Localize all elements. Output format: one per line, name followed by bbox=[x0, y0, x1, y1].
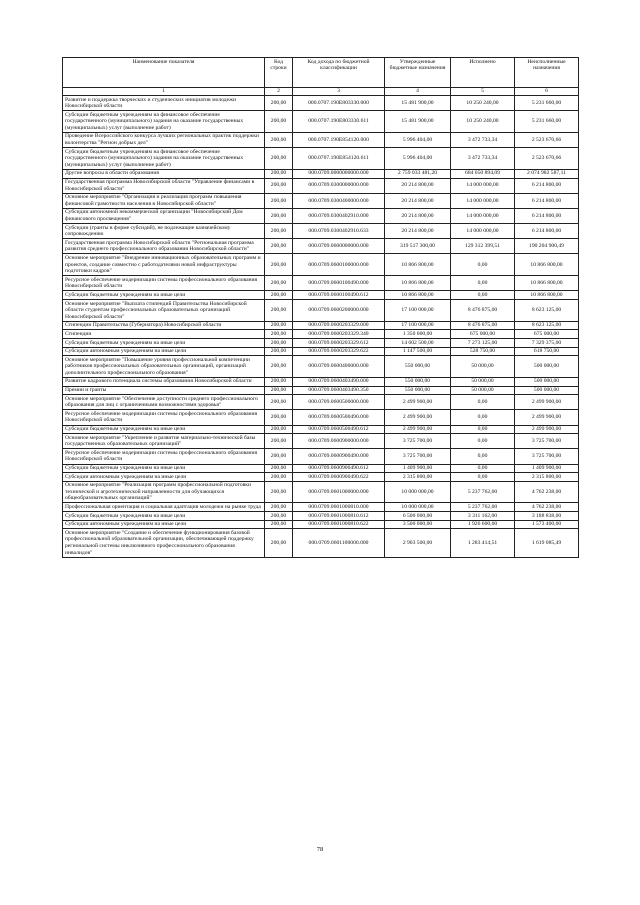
row-unexecuted: 500 000,00 bbox=[515, 386, 579, 395]
column-number: 3 bbox=[293, 88, 385, 96]
row-executed: 0,00 bbox=[451, 276, 515, 291]
row-name: Основное мероприятие "Повышение уровня профессиональной компетенции работников профессиональных образовательных организаций, организаций дополнительного профессионального образования" bbox=[63, 356, 265, 378]
row-unexecuted: 1 409 900,00 bbox=[515, 464, 579, 473]
row-approved: 2 903 500,00 bbox=[385, 529, 451, 557]
row-approved: 10 866 800,00 bbox=[385, 254, 451, 276]
table-row bbox=[63, 96, 579, 111]
row-unexecuted: 2 499 900,00 bbox=[515, 425, 579, 434]
row-executed: 8 476 875,00 bbox=[451, 321, 515, 330]
table-row bbox=[63, 347, 579, 356]
row-unexecuted: 2 074 982 587,11 bbox=[515, 169, 579, 178]
table-header-row bbox=[63, 58, 579, 88]
row-approved: 20 214 800,00 bbox=[385, 193, 451, 208]
row-unexecuted: 2 499 900,00 bbox=[515, 410, 579, 425]
row-income-code: 000.0709.0600200000.000 bbox=[293, 300, 385, 322]
row-approved: 10 866 800,00 bbox=[385, 291, 451, 300]
table-row bbox=[63, 300, 579, 322]
row-executed: 0,00 bbox=[451, 410, 515, 425]
row-income-code: 000.0709.0300000000.000 bbox=[293, 178, 385, 193]
row-unexecuted: 10 866 800,00 bbox=[515, 291, 579, 300]
row-name: Проведение Всероссийского конкурса лучших региональных практик поддержки волонтерства "Регион добрых дел" bbox=[63, 132, 265, 147]
table-row bbox=[63, 208, 579, 223]
row-approved: 1 147 500,00 bbox=[385, 347, 451, 356]
row-income-code: 000.0709.0600900490.612 bbox=[293, 464, 385, 473]
row-approved: 14 602 500,00 bbox=[385, 339, 451, 348]
row-approved: 550 000,00 bbox=[385, 377, 451, 386]
column-number: 4 bbox=[385, 88, 451, 96]
row-line-code: 200,00 bbox=[265, 529, 293, 557]
row-name: Субсидии (гранты в форме субсидий), не подлежащие казначейскому сопровождению bbox=[63, 224, 265, 239]
row-name: Основное мероприятие "Создание и обеспечение функционирования базовой профессиональной образовательной организации, обеспечивающей поддержку региональной системы инклюзивного профессионального образования инвалидов" bbox=[63, 529, 265, 557]
header-indicator-name: Наименование показателя bbox=[63, 58, 265, 88]
row-name: Ресурсное обеспечение модернизации системы профессионального образования Новосибирской области bbox=[63, 276, 265, 291]
row-name: Профессиональная ориентация и социальная адаптация молодежи на рынке труда bbox=[63, 503, 265, 512]
table-row bbox=[63, 377, 579, 386]
row-income-code: 000.0709.0600203329.612 bbox=[293, 339, 385, 348]
report-page bbox=[62, 57, 578, 558]
row-income-code: 000.0709.0601000810.622 bbox=[293, 520, 385, 529]
row-name: Основное мероприятие "Организация и реализация программ повышения финансовой грамотности населения в Новосибирской области" bbox=[63, 193, 265, 208]
row-line-code: 200,00 bbox=[265, 425, 293, 434]
row-income-code: 000.0709.0600000000.000 bbox=[293, 239, 385, 254]
row-executed: 14 000 000,00 bbox=[451, 193, 515, 208]
row-name: Субсидии бюджетным учреждениям на финансовое обеспечение государственного (муниципального) задания на оказание государственных (муниципальных) услуг (выполнение работ) bbox=[63, 111, 265, 133]
row-line-code: 200,00 bbox=[265, 434, 293, 449]
table-row bbox=[63, 481, 579, 503]
row-income-code: 000.0707.190Е854120.611 bbox=[293, 148, 385, 170]
row-executed: 0,00 bbox=[451, 291, 515, 300]
row-line-code: 200,00 bbox=[265, 291, 293, 300]
row-income-code: 000.0709.0600500490.000 bbox=[293, 410, 385, 425]
page-number: 78 bbox=[316, 846, 324, 853]
row-income-code: 000.0709.0300402910.000 bbox=[293, 208, 385, 223]
row-line-code: 200,00 bbox=[265, 276, 293, 291]
row-unexecuted: 2 523 670,66 bbox=[515, 148, 579, 170]
row-name: Субсидии автономным учреждениям на иные цели bbox=[63, 473, 265, 482]
row-name: Ресурсное обеспечение модернизации системы профессионального образования Новосибирской области bbox=[63, 410, 265, 425]
row-approved: 2 499 900,00 bbox=[385, 425, 451, 434]
table-row bbox=[63, 254, 579, 276]
row-line-code: 200,00 bbox=[265, 473, 293, 482]
table-row bbox=[63, 520, 579, 529]
header-executed: Исполнено bbox=[451, 58, 515, 88]
row-line-code: 200,00 bbox=[265, 347, 293, 356]
row-unexecuted: 1 573 400,00 bbox=[515, 520, 579, 529]
row-executed: 0,00 bbox=[451, 464, 515, 473]
row-line-code: 200,00 bbox=[265, 111, 293, 133]
row-approved: 1 350 000,00 bbox=[385, 330, 451, 339]
row-executed: 1 926 600,00 bbox=[451, 520, 515, 529]
row-line-code: 200,00 bbox=[265, 208, 293, 223]
row-income-code: 000.0709.0600100490.612 bbox=[293, 291, 385, 300]
header-line-code: Код строки bbox=[265, 58, 293, 88]
row-income-code: 000.0709.0600100000.000 bbox=[293, 254, 385, 276]
row-approved: 15 481 900,00 bbox=[385, 96, 451, 111]
row-approved: 1 409 900,00 bbox=[385, 464, 451, 473]
table-row bbox=[63, 529, 579, 557]
row-unexecuted: 2 523 670,66 bbox=[515, 132, 579, 147]
row-income-code: 000.0707.190Е854120.000 bbox=[293, 132, 385, 147]
table-row bbox=[63, 449, 579, 464]
row-name: Стипендии bbox=[63, 330, 265, 339]
row-income-code: 000.0709.0600900000.000 bbox=[293, 434, 385, 449]
row-unexecuted: 618 750,00 bbox=[515, 347, 579, 356]
row-approved: 550 000,00 bbox=[385, 386, 451, 395]
row-income-code: 000.0709.0000000000.000 bbox=[293, 169, 385, 178]
row-name: Развитие и поддержка творческих и студенческих инициатив молодежи Новосибирской области bbox=[63, 96, 265, 111]
row-approved: 2 499 900,00 bbox=[385, 395, 451, 410]
row-approved: 3 500 000,00 bbox=[385, 520, 451, 529]
row-income-code: 000.0709.0600203329.340 bbox=[293, 330, 385, 339]
row-line-code: 200,00 bbox=[265, 239, 293, 254]
row-unexecuted: 1 619 085,49 bbox=[515, 529, 579, 557]
row-name: Стипендии Правительства (Губернатора) Новосибирской области bbox=[63, 321, 265, 330]
row-line-code: 200,00 bbox=[265, 356, 293, 378]
column-number: 2 bbox=[265, 88, 293, 96]
row-executed: 5 237 762,00 bbox=[451, 503, 515, 512]
row-unexecuted: 3 725 700,00 bbox=[515, 449, 579, 464]
row-line-code: 200,00 bbox=[265, 330, 293, 339]
row-income-code: 000.0707.190Е803330.611 bbox=[293, 111, 385, 133]
row-approved: 20 214 800,00 bbox=[385, 208, 451, 223]
header-unexecuted: Неисполненные назначения bbox=[515, 58, 579, 88]
row-line-code: 200,00 bbox=[265, 254, 293, 276]
row-line-code: 200,00 bbox=[265, 520, 293, 529]
row-approved: 20 214 800,00 bbox=[385, 224, 451, 239]
row-approved: 2 499 900,00 bbox=[385, 410, 451, 425]
row-line-code: 200,00 bbox=[265, 503, 293, 512]
row-executed: 50 000,00 bbox=[451, 377, 515, 386]
row-name: Ресурсное обеспечение модернизации системы профессионального образования Новосибирской области bbox=[63, 449, 265, 464]
row-name: Субсидии бюджетным учреждениям на иные цели bbox=[63, 512, 265, 521]
table-row bbox=[63, 224, 579, 239]
row-executed: 3 311 162,00 bbox=[451, 512, 515, 521]
row-name: Основное мероприятие "Выплата стипендий Правительства Новосибирской области студентам профессиональных образовательных организаций Новосибирской области" bbox=[63, 300, 265, 322]
row-line-code: 200,00 bbox=[265, 96, 293, 111]
row-income-code: 000.0709.0600500490.612 bbox=[293, 425, 385, 434]
row-name: Другие вопросы в области образования bbox=[63, 169, 265, 178]
row-approved: 2 315 800,00 bbox=[385, 473, 451, 482]
row-unexecuted: 4 762 238,00 bbox=[515, 503, 579, 512]
row-income-code: 000.0709.0601000810.000 bbox=[293, 503, 385, 512]
row-unexecuted: 675 000,00 bbox=[515, 330, 579, 339]
row-line-code: 200,00 bbox=[265, 132, 293, 147]
row-unexecuted: 8 623 125,00 bbox=[515, 321, 579, 330]
row-executed: 10 250 240,00 bbox=[451, 96, 515, 111]
row-approved: 3 725 700,00 bbox=[385, 449, 451, 464]
budget-execution-table bbox=[62, 57, 579, 558]
row-executed: 14 000 000,00 bbox=[451, 208, 515, 223]
row-approved: 6 500 000,00 bbox=[385, 512, 451, 521]
column-number-row bbox=[63, 88, 579, 96]
row-approved: 15 481 900,00 bbox=[385, 111, 451, 133]
row-name: Государственная программа Новосибирской области "Управление финансами в Новосибирской области" bbox=[63, 178, 265, 193]
row-line-code: 200,00 bbox=[265, 464, 293, 473]
row-unexecuted: 6 214 800,00 bbox=[515, 178, 579, 193]
row-name: Субсидии бюджетным учреждениям на иные цели bbox=[63, 425, 265, 434]
row-line-code: 200,00 bbox=[265, 169, 293, 178]
row-unexecuted: 5 231 660,00 bbox=[515, 96, 579, 111]
row-executed: 0,00 bbox=[451, 434, 515, 449]
table-body bbox=[63, 96, 579, 558]
row-executed: 3 472 733,34 bbox=[451, 132, 515, 147]
row-line-code: 200,00 bbox=[265, 410, 293, 425]
row-approved: 17 100 000,00 bbox=[385, 321, 451, 330]
table-row bbox=[63, 169, 579, 178]
table-row bbox=[63, 193, 579, 208]
row-unexecuted: 10 866 800,00 bbox=[515, 254, 579, 276]
row-approved: 319 517 300,00 bbox=[385, 239, 451, 254]
row-unexecuted: 3 188 838,00 bbox=[515, 512, 579, 521]
row-line-code: 200,00 bbox=[265, 512, 293, 521]
row-executed: 3 472 733,34 bbox=[451, 148, 515, 170]
table-row bbox=[63, 276, 579, 291]
row-executed: 8 476 875,00 bbox=[451, 300, 515, 322]
table-row bbox=[63, 386, 579, 395]
row-executed: 50 000,00 bbox=[451, 356, 515, 378]
table-row bbox=[63, 512, 579, 521]
table-row bbox=[63, 178, 579, 193]
row-name: Субсидии автономным учреждениям на иные цели bbox=[63, 520, 265, 529]
row-line-code: 200,00 bbox=[265, 300, 293, 322]
row-income-code: 000.0709.0601000810.612 bbox=[293, 512, 385, 521]
table-row bbox=[63, 132, 579, 147]
row-executed: 14 000 000,00 bbox=[451, 178, 515, 193]
row-unexecuted: 6 214 800,00 bbox=[515, 224, 579, 239]
row-line-code: 200,00 bbox=[265, 193, 293, 208]
row-approved: 17 100 000,00 bbox=[385, 300, 451, 322]
row-income-code: 000.0709.0600900490.000 bbox=[293, 449, 385, 464]
row-executed: 5 237 762,00 bbox=[451, 481, 515, 503]
table-row bbox=[63, 410, 579, 425]
row-income-code: 000.0709.0601100000.000 bbox=[293, 529, 385, 557]
row-executed: 528 750,00 bbox=[451, 347, 515, 356]
row-name: Основное мероприятие "Укрепление и развитие материально-технической базы государственных образовательных организаций" bbox=[63, 434, 265, 449]
row-approved: 2 759 033 481,20 bbox=[385, 169, 451, 178]
row-line-code: 200,00 bbox=[265, 481, 293, 503]
row-unexecuted: 8 623 125,00 bbox=[515, 300, 579, 322]
row-unexecuted: 3 725 700,00 bbox=[515, 434, 579, 449]
row-name: Субсидии бюджетным учреждениям на финансовое обеспечение государственного (муниципального) задания на оказание государственных (муниципальных) услуг (выполнение работ) bbox=[63, 148, 265, 170]
row-line-code: 200,00 bbox=[265, 386, 293, 395]
row-income-code: 000.0707.190Е803330.000 bbox=[293, 96, 385, 111]
row-line-code: 200,00 bbox=[265, 178, 293, 193]
table-row bbox=[63, 339, 579, 348]
row-unexecuted: 2 499 900,00 bbox=[515, 395, 579, 410]
row-income-code: 000.0709.0300402910.633 bbox=[293, 224, 385, 239]
row-executed: 675 000,00 bbox=[451, 330, 515, 339]
row-executed: 50 000,00 bbox=[451, 386, 515, 395]
row-name: Субсидии автономным учреждениям на иные цели bbox=[63, 347, 265, 356]
table-row bbox=[63, 356, 579, 378]
row-unexecuted: 6 214 800,00 bbox=[515, 193, 579, 208]
row-name: Субсидии бюджетным учреждениям на иные цели bbox=[63, 291, 265, 300]
row-line-code: 200,00 bbox=[265, 395, 293, 410]
row-income-code: 000.0709.0600100490.000 bbox=[293, 276, 385, 291]
row-executed: 0,00 bbox=[451, 425, 515, 434]
row-unexecuted: 190 204 900,49 bbox=[515, 239, 579, 254]
row-line-code: 200,00 bbox=[265, 224, 293, 239]
row-unexecuted: 500 000,00 bbox=[515, 356, 579, 378]
row-executed: 684 050 894,09 bbox=[451, 169, 515, 178]
table-row bbox=[63, 111, 579, 133]
row-name: Основное мероприятие "Обеспечение доступности среднего профессионального образования для лиц с ограниченными возможностями здоровья" bbox=[63, 395, 265, 410]
row-approved: 3 725 700,00 bbox=[385, 434, 451, 449]
row-name: Основное мероприятие "Реализация программ профессиональной подготовки технической и агротехнической направленности для обучающихся общеобразовательных организаций" bbox=[63, 481, 265, 503]
row-unexecuted: 10 866 800,00 bbox=[515, 276, 579, 291]
row-approved: 10 000 000,00 bbox=[385, 503, 451, 512]
column-number: 1 bbox=[63, 88, 265, 96]
row-unexecuted: 500 000,00 bbox=[515, 377, 579, 386]
row-income-code: 000.0709.0600403490.000 bbox=[293, 377, 385, 386]
row-income-code: 000.0709.0600500000.000 bbox=[293, 395, 385, 410]
column-number: 5 bbox=[451, 88, 515, 96]
table-row bbox=[63, 464, 579, 473]
row-approved: 20 214 800,00 bbox=[385, 178, 451, 193]
row-income-code: 000.0709.0600900490.622 bbox=[293, 473, 385, 482]
row-line-code: 200,00 bbox=[265, 148, 293, 170]
row-line-code: 200,00 bbox=[265, 377, 293, 386]
row-executed: 0,00 bbox=[451, 395, 515, 410]
row-executed: 7 273 125,00 bbox=[451, 339, 515, 348]
table-row bbox=[63, 330, 579, 339]
row-executed: 129 312 399,51 bbox=[451, 239, 515, 254]
row-line-code: 200,00 bbox=[265, 339, 293, 348]
row-approved: 5 996 404,00 bbox=[385, 132, 451, 147]
row-line-code: 200,00 bbox=[265, 449, 293, 464]
row-executed: 1 283 414,51 bbox=[451, 529, 515, 557]
row-executed: 0,00 bbox=[451, 473, 515, 482]
table-row bbox=[63, 321, 579, 330]
table-row bbox=[63, 291, 579, 300]
row-unexecuted: 7 329 375,00 bbox=[515, 339, 579, 348]
row-unexecuted: 4 762 238,00 bbox=[515, 481, 579, 503]
row-approved: 10 000 000,00 bbox=[385, 481, 451, 503]
table-row bbox=[63, 148, 579, 170]
row-name: Премии и гранты bbox=[63, 386, 265, 395]
header-approved: Утвержденные бюджетные назначения bbox=[385, 58, 451, 88]
row-name: Государственная программа Новосибирской области "Региональная программа развития среднего профессионального образования Новосибирской области" bbox=[63, 239, 265, 254]
table-row bbox=[63, 395, 579, 410]
row-income-code: 000.0709.0300400000.000 bbox=[293, 193, 385, 208]
table-row bbox=[63, 473, 579, 482]
row-income-code: 000.0709.0600203329.000 bbox=[293, 321, 385, 330]
row-income-code: 000.0709.0601000000.000 bbox=[293, 481, 385, 503]
row-line-code: 200,00 bbox=[265, 321, 293, 330]
row-unexecuted: 5 231 660,00 bbox=[515, 111, 579, 133]
row-name: Субсидии автономной некоммерческой организации "Новосибирский Дом финансового просвещения" bbox=[63, 208, 265, 223]
row-income-code: 000.0709.0600203329.622 bbox=[293, 347, 385, 356]
row-executed: 0,00 bbox=[451, 254, 515, 276]
row-name: Субсидии бюджетным учреждениям на иные цели bbox=[63, 464, 265, 473]
row-income-code: 000.0709.0600400000.000 bbox=[293, 356, 385, 378]
row-unexecuted: 6 214 800,00 bbox=[515, 208, 579, 223]
header-income-code: Код дохода по бюджетной классификации bbox=[293, 58, 385, 88]
row-name: Субсидии бюджетным учреждениям на иные цели bbox=[63, 339, 265, 348]
table-row bbox=[63, 239, 579, 254]
row-executed: 14 000 000,00 bbox=[451, 224, 515, 239]
row-approved: 10 866 800,00 bbox=[385, 276, 451, 291]
table-row bbox=[63, 503, 579, 512]
row-name: Развитие кадрового потенциала системы образования Новосибирской области bbox=[63, 377, 265, 386]
row-income-code: 000.0709.0600403490.350 bbox=[293, 386, 385, 395]
column-number: 6 bbox=[515, 88, 579, 96]
row-unexecuted: 2 315 800,00 bbox=[515, 473, 579, 482]
row-approved: 5 996 404,00 bbox=[385, 148, 451, 170]
row-approved: 550 000,00 bbox=[385, 356, 451, 378]
table-row bbox=[63, 434, 579, 449]
row-executed: 0,00 bbox=[451, 449, 515, 464]
row-executed: 10 250 240,00 bbox=[451, 111, 515, 133]
table-row bbox=[63, 425, 579, 434]
row-name: Основное мероприятие "Внедрение инновационных образовательных программ и проектов, создание совместно с работодателями новой инфраструктуры подготовки кадров" bbox=[63, 254, 265, 276]
